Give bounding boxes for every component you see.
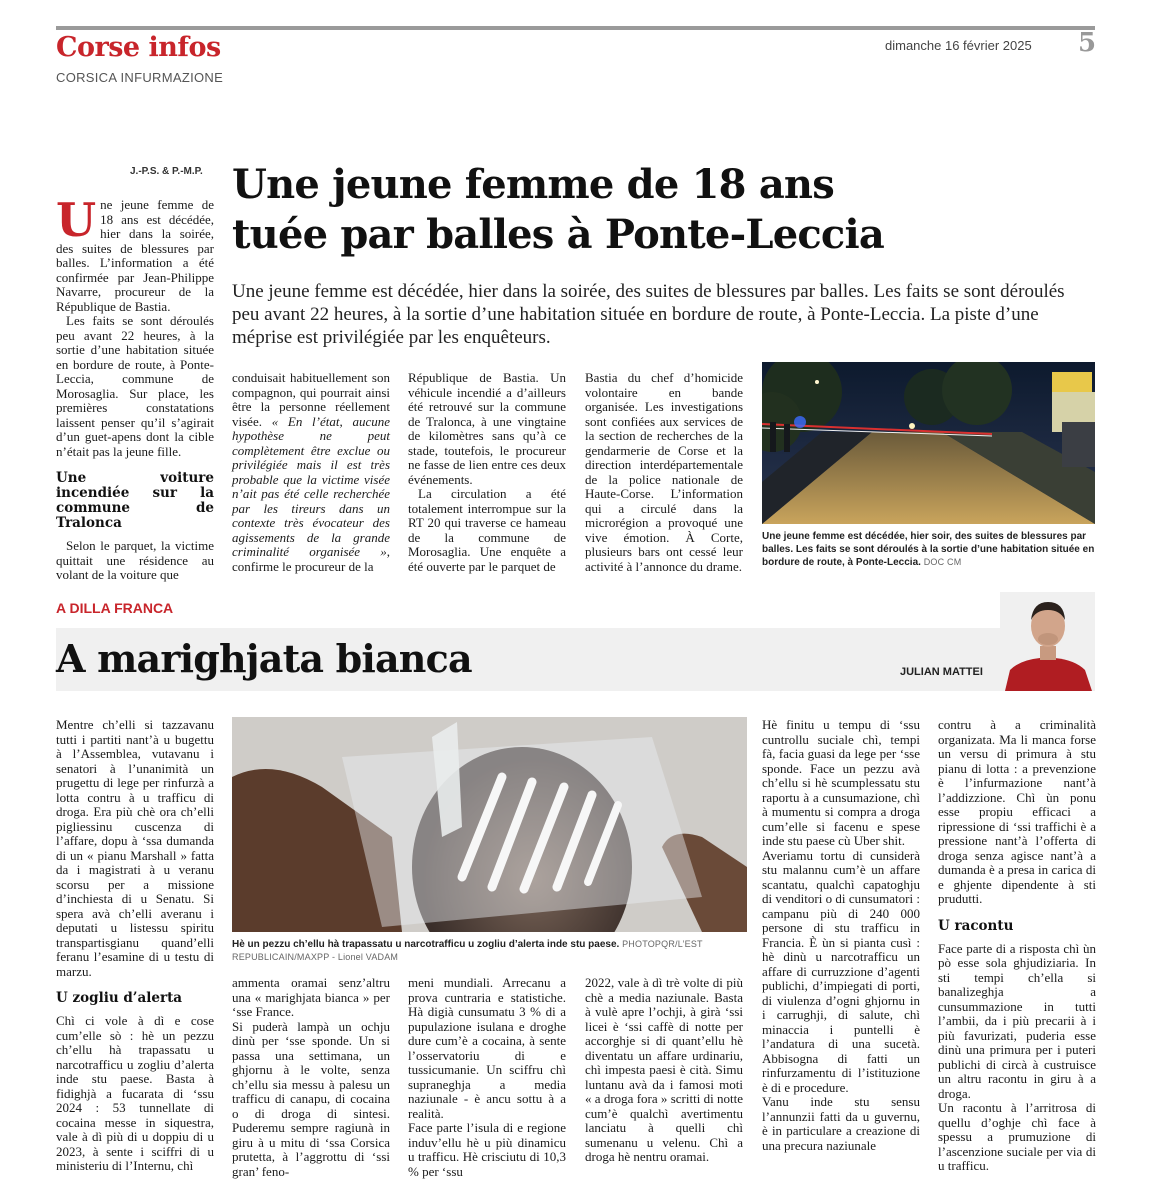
article-standfirst: Une jeune femme est décédée, hier dans la soirée, des suites de blessures par balles. Les faits se sont déroulés peu avant 22 heures, à la sortie d’une habitation située en bordure de route, à Ponte-Leccia. La piste d’une méprise est privilégiée par les enquêteurs. (232, 281, 1065, 348)
article-byline: J.-P.S. & P.-M.P. (130, 166, 203, 177)
paragraph: Vanu inde stu sensu l’annunzii fatti da u guvernu, è in particulare a creazione di una precura naziunale (762, 1094, 920, 1153)
article2-column-1 (56, 718, 214, 1174)
editorial-headline: A marighjata bianca (56, 636, 472, 681)
author-portrait (1000, 592, 1095, 691)
article1-column-2 (232, 371, 390, 574)
paragraph: Averiamu tortu di cunsiderà stu malannu cum’è un affare scantatu, qualchì capatoghju di venditori o di cunsumatori : campanu più di 240 000 persone di stu trafficu in Francia. È ùn si pianta cusì : hè dinù u narcotrafficu un affare di curruzzione d’agenti publichi, d’impiegati di porti, di viulenza d’ogni ghjornu in i carrughji, di salute, chì minaccia i puntelli è l’andatura di una sucetà. Abbisogna di fatti un rinfurzamentu di l’istituzione è di e procedure. (762, 847, 920, 1095)
paragraph: Selon le parquet, la victime quittait une résidence au volant de la voiture que (56, 538, 214, 582)
paragraph-text: , confirme le procureur de la (232, 544, 390, 574)
paragraph: ammenta oramai senz’altru una « marighjata bianca » per ‘sse France. (232, 975, 390, 1019)
section-tag: A DILLA FRANCA (56, 600, 174, 616)
paragraph: Face parte l’isula di e regione induv’ellu hè u più dinamicu u trafficu. Hè crisciutu di 10,3 % per ‘ssu (408, 1120, 566, 1179)
article2-column-5 (762, 718, 920, 1153)
article1-column-3 (408, 371, 566, 574)
crime-scene-photo (762, 362, 1095, 524)
article1-column-4 (585, 371, 743, 574)
paragraph: 2022, vale à dì trè volte di più chè a media naziunale. Basta à vulè apre l’ochji, à girà ‘ssi licei è ‘ssi caffè di notte per accorghje si di quant’ellu hè diventatu un affare urdinariu, chì impesta paesi è cità. Simu luntanu avà da i famosi moti « a droga fora » scritti di notte cum’è qualchì avertimentu lanciatu à quelli chì sumenanu u velenu. Chì a droga hè nentru oramai. (585, 975, 743, 1164)
prosecutor-quote: « En l’état, aucune hypothèse ne peut complètement être exclue ou privilégiée mais il est très probable que la victime visée n’ait pas été celle recherchée par les tireurs dans un contexte très évocateur des agissements de la grande criminalité organisée » (232, 413, 390, 559)
issue-date: dimanche 16 février 2025 (885, 38, 1032, 53)
paragraph: meni mundiali. Arrecanu a prova cuntraria e statistiche. Hà digià cunsumatu 3 % di a pupulazione isulana e droghe dure cum’è a cocaina, à sente l’osservatoriu di e tussicumanie. Un sciffru chì supraneghja a media naziunale - è ancu sottu à a realità. (408, 975, 566, 1121)
caption-text: Hè un pezzu ch’ellu hà trapassatu u narcotrafficu u zogliu d’alerta inde stu paese. (232, 939, 620, 950)
article-subhead: U zogliu d’alerta (56, 990, 183, 1006)
caption-text: Une jeune femme est décédée, hier soir, des suites de blessures par balles. Les faits se sont déroulés à la sortie d’une habitation située en bordure de route, à Ponte-Leccia. (762, 531, 1095, 568)
paragraph: Bastia du chef d’homicide volontaire en bande organisée. Les investigations sont confiées aux services de la section de recherches de la gendarmerie de Corse et la direction interdépartementale de la police nationale de Haute-Corse. L’information qui a circulé dans la microrégion a provoqué une vive émotion. À Corte, plusieurs bars ont cessé leur activité à l’annonce du drame. (585, 370, 743, 574)
paragraph: Face parte di a risposta chì ùn pò esse sola ghjudiziaria. In sti tempi ch’ella si banalizeghja a cunsummazione in tutti l’ambii, da i più precarii à i più favurizati, puderia esse dinù una primura per i puteri publichi di circà à custruisce un altru racontu in giru à a droga. (938, 940, 1096, 1101)
paragraph: Un racontu à l’arritrosa di quellu d’oghje chì face à spessu a prumuzione di l’ascenzione suciale per via di u trafficu. (938, 1100, 1096, 1173)
paragraph: Chì ci vole à dì e cose cum’elle sò : hè un pezzu ch’ellu hà trapassatu u narcotrafficu u zogliu d’alerta inde stu paese. Basta à fidighjà a fucarata di ‘ssu 2024 : 53 tunnellate di cocaina messe in siquestra, vale à dì più di u doppiu di u 2023, à sente i sciffri di u ministeriu di l’Internu, chì (56, 1013, 214, 1173)
paragraph: ne jeune femme de 18 ans est décédée, hier dans la soirée, des suites de blessures par balles. L’information a été confirmée par Jean-Philippe Navarre, procureur de la République de Bastia. (56, 197, 214, 314)
headline-line-2: tuée par balles à Ponte-Leccia (232, 211, 884, 258)
article-headline (232, 160, 1092, 260)
drop-cap: U (56, 193, 97, 247)
author-name: JULIAN MATTEI (900, 666, 983, 678)
article-subhead: Une voiture incendiée sur la commune de Tralonca (56, 470, 214, 531)
paragraph: contru à a criminalità organizata. Ma li manca forse un versu di primura à stu pianu di lotta : a prevenzione è l’infurmazione nant’à l’addizzione. Chì ùn ponu esse propiu efficaci a ripressione di ‘ssi traffichi è a pressione nant’à l’offerta di droga senza agisce nant’à a dumanda è a presa in carica di e ghjente dipendente à sti prudutti. (938, 717, 1096, 906)
paragraph: Les faits se sont déroulés peu avant 22 heures, à la sortie d’une habitation située en bordure de route, à Ponte-Leccia, commune de Morosaglia. Sur place, les premières constatations laissent penser qu’il s’agirait d’un guet-apens dont la cible n’était pas la jeune fille. (56, 313, 214, 459)
headline-line-1: Une jeune femme de 18 ans (232, 161, 834, 208)
avatar-image (1000, 592, 1095, 691)
cocaine-lines-image (232, 717, 747, 932)
brand-subtitle: CORSICA INFURMAZIONE (56, 70, 224, 85)
article2-column-3 (408, 976, 566, 1179)
article2-column-4 (585, 976, 743, 1165)
photo-credit: PHOTOPQR/L’EST REPUBLICAIN/MAXPP - Lionel VADAM (232, 939, 703, 962)
paragraph: La circulation a été totalement interrompue sur la RT 20 qui traverse ce hameau de la commune de Morosaglia. Une enquête a été ouverte par le parquet de (408, 486, 566, 574)
paragraph-text: conduisait habituellement son compagnon, qui pourrait ainsi être la personne réellement visée. (232, 370, 390, 429)
paragraph: Hè finitu u tempu di ‘ssu cuntrollu suciale chì, tempi fà, facia guasi da lege per ‘sse sponde. Face un pezzu avà ch’ellu si hè scumplessatu stu raportu à a cunsumazione, chì à mumentu si compra a droga cum’elle si facenu e spese inde stu paese cù Uber shit. (762, 717, 920, 848)
cocaine-photo (232, 717, 747, 932)
road-night-image (762, 362, 1095, 524)
photo-caption (762, 530, 1096, 569)
article-subhead: U racontu (938, 917, 1014, 934)
article2-column-6 (938, 718, 1096, 1174)
photo-credit: DOC CM (923, 557, 962, 567)
article2-column-2 (232, 976, 390, 1179)
page-number: 5 (1078, 28, 1097, 58)
brand-logo: Corse infos (56, 32, 221, 63)
photo-caption-2 (232, 938, 747, 964)
paragraph: Mentre ch’elli si tazzavanu tutti i partiti nant’à u bugettu à l’Assemblea, vutavanu i senatori à l’unanimità un prugettu di lege per rinfurzà a lotta contru à u trafficu di droga. Era più chè ora ch’elli pigliessinu cuscenza di l’affare, dopu à ‘ssa dumanda di un « pianu Marshall » fatta da i magistrati à u veranu scorsu per a missione d’inchiesta di u Senatu. Si spera avà ch’elli averanu i deputati u listessu spiritu transpartisgianu quand’elli feranu l’esamine di u testu di marzu. (56, 717, 214, 979)
top-rule (56, 26, 1095, 30)
article1-column-1 (56, 193, 214, 583)
paragraph: République de Bastia. Un véhicule incendié a d’ailleurs été retrouvé sur la commune de Tralonca, à une vingtaine de kilomètres sans qu’à ce stade, toutefois, le procureur ne fasse de lien entre ces deux événements. (408, 370, 566, 487)
paragraph: Si puderà lampà un ochju dinù per ‘sse sponde. Un si passa una settimana, un ghjornu à le volte, senza ch’ellu sia messu à palesu un trafficu di canapu, di cocaina o di droga di sintesi. Puderemu sempre ragiunà in giru à u mitu di ‘ssa Corsica prutetta, à l’aggrottu di ‘ssi gran’ feno- (232, 1018, 390, 1179)
